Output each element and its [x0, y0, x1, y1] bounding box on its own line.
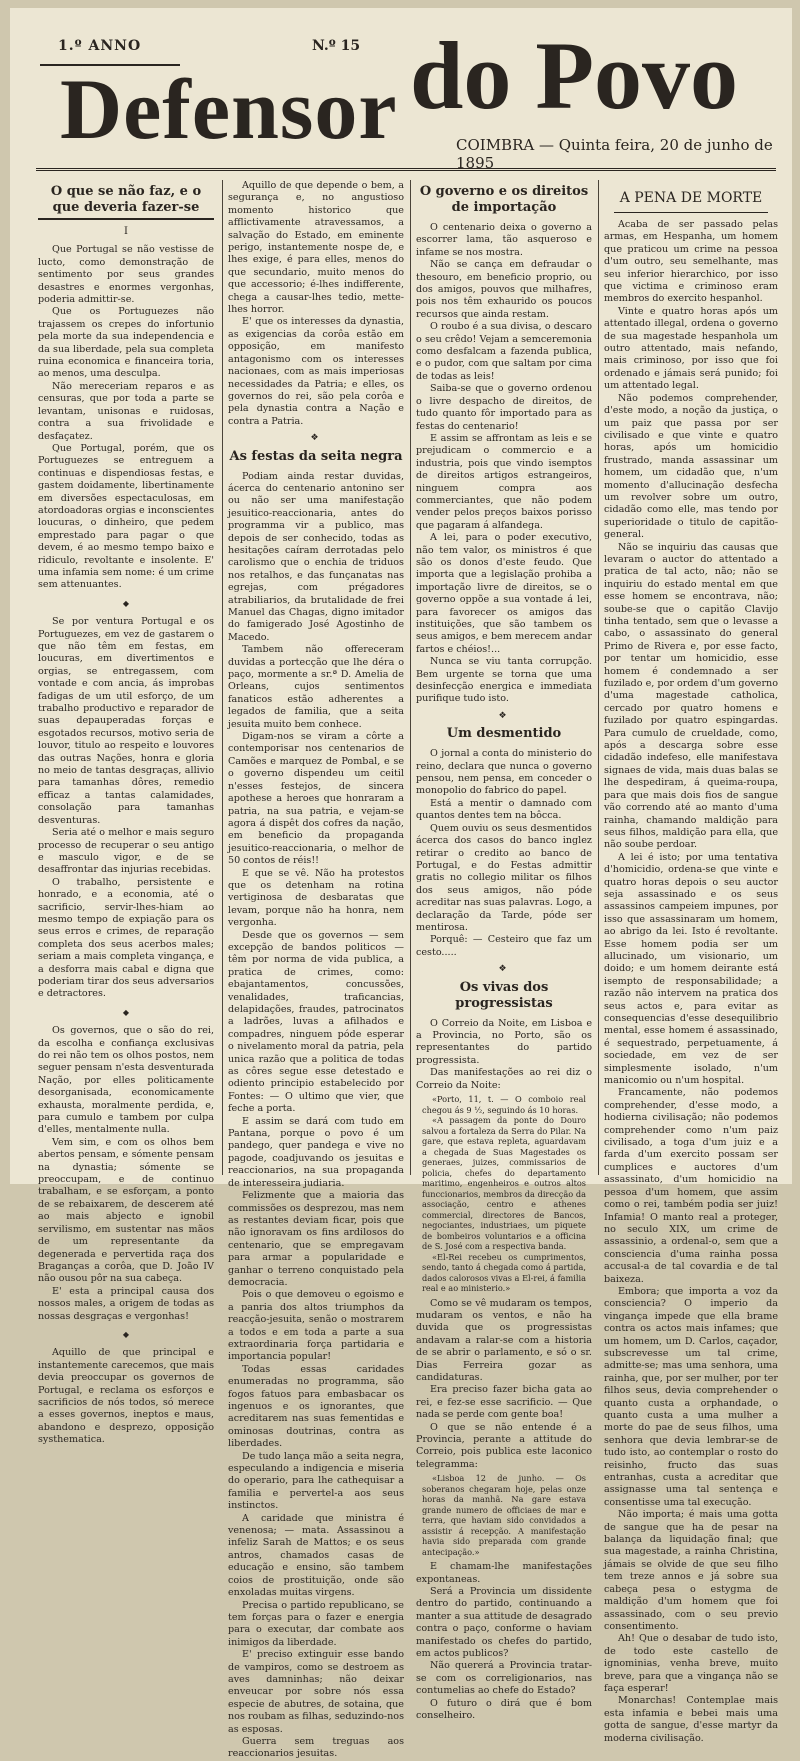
diamond-ornament: ◆ [122, 1007, 130, 1017]
year-label: 1.º ANNO [58, 38, 142, 54]
column-divider [222, 180, 223, 1175]
column-divider [598, 180, 599, 1175]
paragraph: O trabalho, persistente e honrado, e a economia, até o sacrificio, servir-lhes-hiam ao mesmo tempo de expiação para os seus erros e crimes, de reparação completa dos seus acerbos males; seriam a mais completa vingança, e a desforra mais cabal e digna que poderiam tirar dos seus adversarios e detractores. [38, 876, 214, 1000]
paragraph: Será a Provincia um dissidente dentro do partido, continuando a manter a sua attitude de desagrado contra o paço, conforme o haviam manifestado os chefes do partido, em actos publicos? [416, 1586, 592, 1660]
paragraph: Se por ventura Portugal e os Portuguezes, em vez de gastarem o que não têm em festas, em loucuras, em divertimentos e orgias, se entregassem, com vontade e com ancia, ás improbas fadigas de um util esforço, de um trabalho productivo e reparador de suas depauperadas forças e esgotados recursos, motivo seria de louvor, titulo ao respeito e louvores das outras Nações, honra e gloria no meio de tantas desgraças, allivio para tamanhas dôres, remedio efficaz a tantas calamidades, consolação para tamanhas desventuras. [38, 616, 214, 826]
paragraph: Saiba-se que o governo ordenou o livre despacho de direitos, de tudo quanto fôr importado para as festas do centenario! [416, 383, 592, 432]
headline-1: O que se não faz, e o que deveria fazer-se [38, 184, 214, 220]
newspaper-title-part2: do Povo [410, 22, 739, 129]
paragraph: Está a mentir o damnado com quantos dentes tem na bôcca. [416, 797, 592, 822]
paragraph: A caridade que ministra é venenosa; — mata. Assassinou a infeliz Sarah de Mattos; e os seus antros, chamados casas de educação e ensino, são tambem coios de prostituição, onde são enxoladas muitas virgens. [228, 1512, 404, 1599]
quoted-telegram [422, 1473, 586, 1557]
column-1 [38, 180, 215, 1446]
headline-rule [614, 212, 768, 213]
paragraph: O jornal a conta do ministerio do reino, declara que nunca o governo pensou, nem pensa, em conceder o monopolio do fabrico do papel. [416, 748, 592, 797]
paragraph: A lei, para o poder executivo, não tem valor, os ministros é que são os donos d'este feudo. Que importa que a legislação prohiba a importação livre de direitos, se o governo oppõe a sua vontade á lei, para favorecer os amigos das instituições, que são tambem os seus amigos, e bem merecem andar fartos e chéios!... [416, 532, 592, 655]
paragraph: Que os Portuguezes não trajassem os crepes do infortunio pela morte da sua independencia e da sua liberdade, pela sua completa ruina economica e financeira toria, ao menos, uma desculpa. [38, 306, 214, 380]
headline-6: A PENA DE MORTE [619, 190, 763, 206]
paragraph: Vinte e quatro horas após um attentado illegal, ordena o governo de sua magestade hespanhola um outro attentado, mais nefando, mais criminoso, por isso que foi ordenado e jámais será punido; foi um attentado legal. [604, 305, 778, 392]
paragraph: E que se vê. Não ha protestos que os detenham na rotina vertiginosa de desbaratas que levam, porque não ha honra, nem vergonha. [228, 867, 404, 929]
diamond-ornament: ◆ [122, 1329, 130, 1339]
paragraph: Não importa; é mais uma gotta de sangue que ha de pesar na balança da liquidação final; que sua magestade, a rainha Christina, jámais se olvide de que seu filho tem treze annos e já sobre sua cabeça pesa o estygma de maldição d'um homem que foi assassinado, com o seu previo consentimento. [604, 1509, 778, 1632]
paragraph: Os governos, que o são do rei, da escolha e confiança exclusivas do rei não tem os olhos postos, nem seguer pensam n'esta desventurada Nação, por elles politicamente desorganisada, economicamente exhausta, moralmente perdida, e, para cumulo e tambem por culpa d'elles, mentalmente nulla. [38, 1025, 214, 1136]
paragraph: Aquillo de que principal e instantemente carecemos, que mais devia preoccupar os governos de Portugal, e reclama os esforços e sacrificios de nós todos, só merece a esses governos, ineptos e maus, abandono e desprezo, opposição systhematica. [38, 1347, 214, 1446]
diamond-ornament: ◆ [122, 598, 130, 608]
quote-line: «El-Rei recebeu os cumprimentos, sendo, tanto á chegada como á partida, dados calorosos vivas a El-rei, á familia real e ao ministerio.» [422, 1251, 586, 1293]
column-divider [410, 180, 411, 1175]
paragraph: Digam-nos se viram a côrte a contemporisar nos centenarios de Camões e marquez de Pombal, e se o governo dispendeu um ceitil n'esses festejos, de sincera apothese a heroes que honraram a patria, na sua patria, e vejam-se agora á dispêt dos cofres da nação, em beneficio da propaganda jesuitico-reaccionaria, o melhor de 50 contos de réis!! [228, 731, 404, 867]
paragraph: Não se inquiriu das causas que levaram o auctor do attentado a pratica de tal acto, não; não se inquiriu do estado mental em que esse homem se encontrava, não; soube-se que o capitão Clavijo tinha tentado, sem que o levasse a cabo, o assassinato do general Primo de Rivera e, por esse facto, por tentar um homicidio, esse homem é condemnado a ser fuzilado e, por ordem d'um governo d'uma magestade catholica, cercado por quatro homens e fuzilado por quatro espingardas. Para cumulo de crueldade, como, após a descarga sobre esse cidadão indefeso, elle manifestava signaes de vida, mais duas balas se lhe despediram, á queima-roupa, para que mais dois fios de sangue vão correndo até ao manto d'uma rainha, chamando maldição para seus filhos, maldição para ella, que não soube perdoar. [604, 541, 778, 851]
article-columns [38, 180, 778, 1760]
paragraph: De tudo lança mão a seita negra, especulando a indigencia e miseria do operario, para lhe cathequisar a familia e pervertel-a aos seus instinctos. [228, 1450, 404, 1512]
paragraph: Que Portugal, porém, que os Portuguezes se entreguem a continuas e dispendiosas festas, e gastem doidamente, libertinamente em diversões espectaculosas, em atordoadoras orgias e inconscientes loucuras, o dinheiro, que pedem emprestado para pagar o que devem, é ao mesmo tempo baixo e ridiculo, revoltante e insolente. E' uma infamia sem nome: é um crime sem attenuantes. [38, 442, 215, 591]
paragraph: E chamam-lhe manifestações expontaneas. [416, 1561, 592, 1585]
paragraph: E assim se dará com tudo em Pantana, porque o povo é um pandego, quer pandega e vive no pagode, coadjuvando os jesuitas e reaccionarios, na sua propaganda de interesseira judiaria. [228, 1115, 404, 1189]
paragraph: Não podemos comprehender, d'este modo, a noção da justiça, o um paiz que passa por ser civilisado e que vinte e quatro horas, após um homicidio frustrado, manda assassinar um homem, um cidadão que, n'um momento d'allucinação desfecha um revolver sobre um outro, cidadão como elle, mas tendo por superioridade o titulo de capitão-general. [604, 392, 778, 541]
paragraph: Não quererá a Provincia tratar-se com os correligionarios, nas contumelias ao chefe do Estado? [416, 1660, 592, 1697]
paragraph: E' que os interesses da dynastia, as exigencias da corôa estão em opposição, em manifesto antagonismo com os interesses nacionaes, com as mais imperiosas necessidades da Patria; e elles, os governos do rei, são pela corôa e pela dynastia contra a Nação e contra a Patria. [228, 316, 404, 427]
paragraph: O Correio da Noite, em Lisboa e a Provincia, no Porto, são os representantes do partido progressista. [416, 1017, 592, 1066]
fleuron-ornament: ❖ [498, 710, 510, 721]
headline-3: O governo e os direitos de importação [419, 184, 589, 215]
quote-line: «Porto, 11, t. — O comboio real chegou ás 9 ½, seguindo ás 10 horas. [422, 1094, 586, 1115]
quote-line: «A passagem da ponte do Douro salvou a fortaleza da Serra do Pilar. Na gare, que estava repleta, aguardavam a chegada de Suas Magestades os generaes, juizes, commissarios de policia, chefes do departamento maritimo, engenheiros e outros altos funccionarios, membros da direcção da associação, centro e athenes commercial, directores de Bancos, negociantes, industriaes, um piquete de bombeiros voluntarios e a officina de S. José com a respectiva banda. [422, 1115, 586, 1251]
paragraph: Desde que os governos — sem excepção de bandos politicos — têm por norma de vida publica, a pratica de crimes, como: ebajantamentos, concussões, venalidades, traficancias, delapidações, fraudes, patrocinatos a ladrões, luvas a afilhados e compadres, ninguem póde esperar o nivelamento moral da patria, pela unica razão que a politica de todas as côres segue esse detestado e odiento principio estabelecido por Fontes: — O ultimo que vier, que feche a porta. [228, 929, 404, 1115]
paragraph: E assim se affrontam as leis e se prejudicam o commercio e a industria, pois que vindo isemptos de direitos artigos estrangeiros, ninguem compra aos commerciantes, que não podem vender pelos preços baixos porisso que pagaram á alfandega. [416, 432, 592, 531]
paragraph: Acaba de ser passado pelas armas, em Hespanha, um homem que praticou um crime na pessoa d'um outro, seu semelhante, mas seu inferior hierarchico, por isso que victima e criminoso eram membros do exercito hespanhol. [604, 219, 778, 305]
dateline: COIMBRA — Quinta feira, 20 de junho de 1895 [456, 136, 773, 172]
paragraph: Quem ouviu os seus desmentidos ácerca dos casos do banco inglez retirar o credito ao banco de Portugal, e do Festas admittir gratis no collegio militar os filhos dos seus amigos, não póde acreditar nas suas palavras. Logo, a declaração da Tarde, póde ser mentirosa. [416, 822, 592, 933]
paragraph: Nunca se viu tanta corrupção. Bem urgente se torna que uma desinfecção energica e immediata purifique tudo isto. [416, 656, 592, 705]
masthead-bottom-rule [36, 168, 776, 171]
paragraph: Não se cança em defraudar o thesouro, em beneficio proprio, ou dos amigos, pouvos que milhafres, pois nos têm exhaurido os poucos recursos que ainda restam. [416, 259, 592, 320]
paragraph: Das manifestações ao rei diz o Correio da Noite: [416, 1067, 592, 1091]
fleuron-ornament: ❖ [498, 964, 510, 975]
paragraph: Pois o que demoveu o egoismo e a panria dos altos triumphos da reacção-jesuita, senão o mostrarem a todos e em toda a parte a sua extraordinaria força partidaria e importancia popular! [228, 1289, 404, 1363]
paragraph: Porquê: — Cesteiro que faz um cesto..... [416, 934, 592, 958]
paragraph: Todas essas caridades enumeradas no programma, são fogos fatuos para embasbacar os ingenuos e os ignorantes, que acreditarem nas suas fementidas e ominosas doutrinas, contra as liberdades. [228, 1363, 404, 1450]
paragraph: Guerra sem treguas aos reaccionarios jesuitas. [228, 1735, 404, 1760]
quoted-telegram [422, 1094, 586, 1294]
paragraph: Francamente, não podemos comprehender, d'esse modo, a hodierna civilisação; não podemos comprehender como n'um paiz civilisado, a toga d'um juiz e a farda d'um exercito possam ser cumplices e auctores d'um assassinato, d'um homicidio na pessoa d'um homem, que assim como o rei, também podia ser juiz! Infamia! O manto real a proteger, no seculo XIX, um crime de assassinio, a ordenal-o, sem que a consciencia d'uma rainha possa accusal-a de tal covardia e de tal baixeza. [604, 1087, 778, 1285]
paragraph: Embora; que importa a voz da consciencia? O imperio da vingança impede que ella brame contra os actos mais infames; que um homem, um D. Carlos, caçador, subscrevesse um tal crime, admitte-se; mas uma senhora, uma rainha, que, por ser mulher, por ter filhos seus, devia comprehender o quanto custa a orphandade, o quanto custa a uma mulher a morte do pae de seus filhos, uma senhora que devia lembrar-se de tudo isto, ao contemplar o rosto do reisinho, fructo das suas entranhas, custa a acreditar que assignasse uma tal sentença e consentisse uma tal execução. [604, 1285, 778, 1508]
paragraph: Como se vê mudaram os tempos, mudaram os ventos, e não ha duvida que os progressistas andavam a ralar-se com a historia de se abrir o parlamento, e só o sr. Dias Ferreira gozar as candidaturas. [416, 1297, 592, 1383]
headline-5: Os vivas dos progressistas [455, 979, 553, 1011]
paragraph: O futuro o dirá que é bom conselheiro. [416, 1697, 592, 1722]
paragraph: O centenario deixa o governo a escorrer lama, tão asqueroso e infame se nos mostra. [416, 222, 592, 258]
paragraph: A lei é isto; por uma tentativa d'homicidio, ordena-se que vinte e quatro horas depois o seu auctor seja assassinado e os seus assassinos campeiem impunes, por isso que assassinaram um homem, ao abrigo da lei. Isto é revoltante. Esse homem podia ser um allucinado, um visionario, um doido; e um homem deirante está isempto de responsabilidade; a razão não intervem na pratica dos seus actos e, para evitar as consequencias d'esse desequilibrio mental, esse homem é assassinado, é sequestrado, perpetuamente, á sociedade, em vez de ser simplesmente isolado, n'um manicomio ou n'um hospital. [604, 851, 778, 1087]
paragraph: E' esta a principal causa dos nossos males, a origem de todas as nossas desgraças e vergonhas! [38, 1285, 214, 1322]
column-3 [416, 180, 592, 1722]
section-numeral: I [124, 226, 128, 237]
paragraph: E' preciso extinguir esse bando de vampiros, como se destroem as aves damninhas; não deixar enveucar por sobre nós essa especie de abutres, de sotaina, que nos roubam as filhas, seduzindo-nos as esposas. [228, 1649, 404, 1735]
paragraph: Seria até o melhor e mais seguro processo de recuperar o seu antigo e masculo vigor, e de se desaffrontar das injurias recebidas. [38, 827, 214, 876]
headline-2: As festas da seita negra [229, 448, 403, 464]
paragraph: Que Portugal se não vestisse de lucto, como demonstração de sentimento por seus grandes desastres e enormes vergonhas, poderia admittir-se. [38, 244, 214, 306]
newspaper-title-part1: Defensor [60, 61, 398, 157]
paragraph: Vem sim, e com os olhos bem abertos pensam, e sómente pensam na dynastia; sómente se preoccupam, e de continuo trabalham, e se esforçam, a ponto de se rebaixarem, de descerem até ao mais abjecto e ignobil servilismo, em sustentar nas mãos de um representante da degenerada e pervertida raça dos Braganças a corôa, que D. João IV não ousou pôr na sua cabeça. [38, 1136, 214, 1285]
paragraph: Ah! Que o desabar de tudo isto, de todo este castello de ignominias, venha breve, muito breve, para que a vingança não se faça esperar! [604, 1633, 778, 1694]
newspaper-page [10, 8, 792, 1760]
paragraph: Tambem não offereceram duvidas a portecção que lhe déra o paço, mormente a sr.ª D. Amelia de Orleans, cujos sentimentos fanaticos estão adherentes a legados de familia, que a seita jesuita muito bem conhece. [228, 644, 404, 730]
paragraph: O roubo é a sua divisa, o descaro o seu crêdo! Vejam a semceremonia como desfalcam a fazenda publica, e o pudor, com que saltam por cima de todas as leis! [416, 321, 592, 382]
paragraph: Não mereceriam reparos e as censuras, que por toda a parte se levantam, unisonas e ruidosas, contra a sua frivolidade e desfaçatez. [38, 380, 214, 442]
column-2 [228, 180, 404, 1760]
column-4 [604, 180, 778, 1744]
quote-line: «Lisboa 12 de junho. — Os soberanos chegaram hoje, pelas onze horas da manhã. Na gare estava grande numero de officiaes de mar e terra, que haviam sido convidados a assistir á recepção. A manifestação havia sido preparada com grande antecipação.» [422, 1473, 586, 1557]
fleuron-ornament: ❖ [310, 433, 322, 444]
paragraph: Felizmente que a maioria das commissões os desprezou, mas nem as restantes deviam ficar, pois que não ignoravam os fins ardilosos do centenario, que se empregavam para armar a popularidade e ganhar o terreno conquistado pela democracia. [228, 1190, 404, 1288]
paragraph: Monarchas! Contemplae mais esta infamia e bebei mais uma gotta de sangue, d'esse martyr da moderna civilisação. [604, 1695, 778, 1744]
paragraph: Aquillo de que depende o bem, a segurança e, no angustioso momento historico que afflictivamente atravessamos, a salvação do Estado, em eminente perigo, instantemente nospe de, e lhes exige, é para elles, menos do que secundario, muito menos do que accessorio; é-lhes indifferente, chega a causar-lhes tedio, mette-lhes horror. [228, 180, 404, 316]
paragraph: O que se não entende é a Provincia, perante a attitude do Correio, pois publica este laconico telegramma: [416, 1421, 592, 1470]
headline-4: Um desmentido [446, 726, 562, 742]
paragraph: Precisa o partido republicano, se tem forças para o fazer e energia para o executar, dar combate aos inimigos da liberdade. [228, 1599, 404, 1648]
paragraph: Era preciso fazer bicha gata ao rei, e fez-se esse sacrificio. — Que nada se perde com gente boa! [416, 1384, 592, 1421]
issue-number: N.º 15 [312, 38, 361, 54]
paragraph: Podiam ainda restar duvidas, ácerca do centenario antonino ser ou não ser uma manifestação jesuitico-reaccionaria, antes do programma vir a publico, mas depois de ser conhecido, todas as hesitações caíram derrotadas pelo carolismo que o enchia de triduos nos retalhos, e das funçanatas nas egrejas, com prégadores atrabiliarios, da brutalidade de frei Manuel das Chagas, digno imitador do famigerado José Agostinho de Macedo. [228, 470, 404, 643]
